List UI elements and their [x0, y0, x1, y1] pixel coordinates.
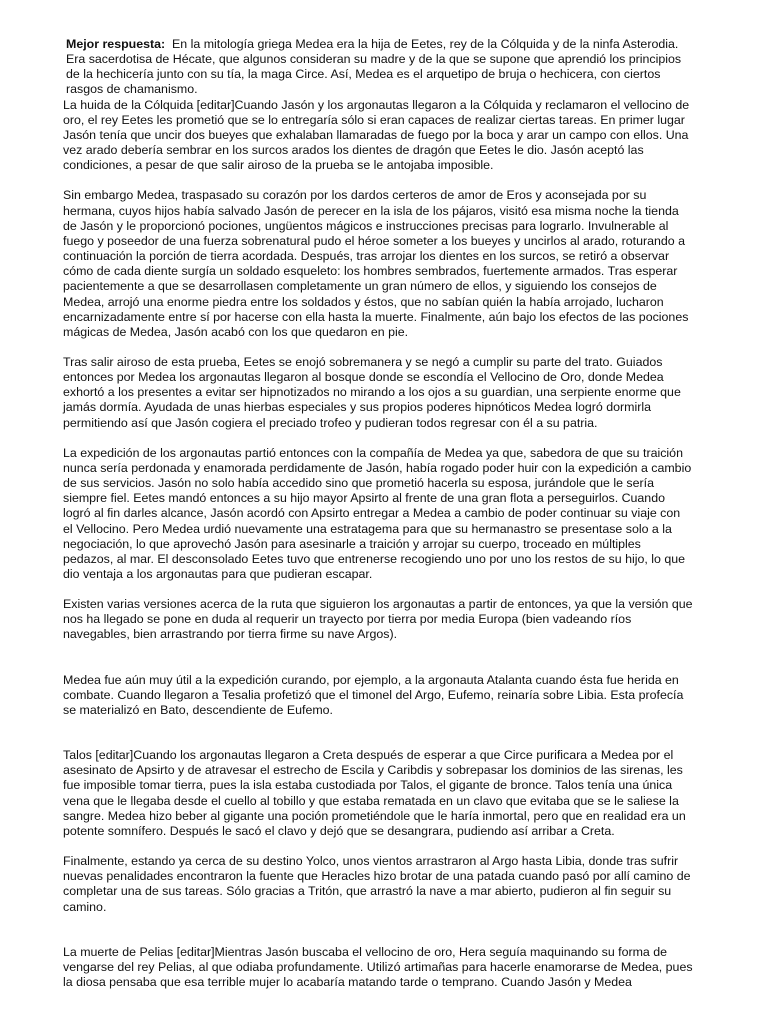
paragraph-atalanta: Medea fue aún muy útil a la expedición curando, por ejemplo, a la argonauta Atalanta cuando ésta fue herida en combate. Cuando llegaron a Tesalia profetizó que el timonel del Argo, Eufemo, reinaría sobre Libia. Esta profecía se materializó en Bato, descendiente de Eufemo.: [63, 672, 684, 717]
paragraph-spacer: [63, 582, 693, 597]
paragraph-expedicion: La expedición de los argonautas partió entonces con la compañía de Medea ya que, sabedora de que su traición nunca sería perdonada y enamorada perdidamente de Jasón, había rogado poder huir con la expedición a cambio de sus servicios. Jasón no solo había accedido sino que prometió hacerla su esposa, jurándole que le sería siempre fiel. Eetes mandó entonces a su hijo mayor Apsirto al frente de una gran flota a perseguirlos. Cuando logró al fin darles alcance, Jasón acordó con Apsirto entregar a Medea a cambio de poder continuar su viaje con el Vellocino. Pero Medea urdió nuevamente una estratagema para que su hermanastro se presentase solo a la negociación, lo que aprovechó Jasón para asesinarle a traición y arrojar su cuerpo, troceado en múltiples pedazos, al mar. El desconsolado Eetes tuvo que entrenerse recogiendo uno por uno los restos de su hijo, lo que dio ventaja a los argonautas para que pudieran escapar.: [63, 445, 692, 581]
paragraph-spacer: [63, 839, 693, 854]
best-answer-intro: En la mitología griega Medea era la hija de Eetes, rey de la Cólquida y de la ninfa Asterodia. Era sacerdotisa de Hécate, que algunos consideran su madre y de la que se supone que aprendió los principios de la hechicería junto con su tía, la maga Circe. Así, Medea es el arquetipo de bruja o hechicera, con ciertos rasgos de chamanismo.: [66, 37, 682, 97]
paragraph-spacer: [63, 340, 693, 355]
paragraph-muerte-pelias: La muerte de Pelias [editar]Mientras Jasón buscaba el vellocino de oro, Hera seguía maquinando su forma de vengarse del rey Pelias, al que odiaba profundamente. Utilizó artimañas para hacerle enamorarse de Medea, pues la diosa pensaba que esa terrible mujer lo acabaría matando tarde o temprano. Cuando Jasón y Medea: [63, 944, 693, 989]
paragraph-finalmente: Finalmente, estando ya cerca de su destino Yolco, unos vientos arrastraron al Argo hasta Libia, donde tras sufrir nuevas penalidades encontraron la fuente que Heracles hizo brotar de una patada cuando pasó por allí camino de completar una de sus tareas. Sólo gracias a Tritón, que arrastró la nave a mar abierto, pudieron al fin seguir su camino.: [63, 854, 691, 914]
paragraph-huida: La huida de la Cólquida [editar]Cuando Jasón y los argonautas llegaron a la Cólquida y reclamaron el vellocino de oro, el rey Eetes les prometió que se lo entregaría sólo si eran capaces de realizar ciertas tareas. En primer lugar Jasón tenía que uncir dos bueyes que exhalaban llamaradas de fuego por la boca y arar un campo con ellos. Una vez arado debería sembrar en los surcos arados los dientes de dragón que Eetes le dio. Jasón aceptó las condiciones, a pesar de que salir airoso de la prueba se le antojaba imposible.: [63, 97, 690, 173]
paragraph-talos: Talos [editar]Cuando los argonautas llegaron a Creta después de esperar a que Circe purificara a Medea por el asesinato de Apsirto y de atravesar el estrecho de Escila y Caribdis y sobrepasar los dominios de las sirenas, les fue imposible tomar tierra, pues la isla estaba custodiada por Talos, el gigante de bronce. Talos tenía una única vena que le llegaba desde el cuello al tobillo y que estaba rematada en un clavo que evitaba que se le saliese la sangre. Medea hizo beber al gigante una poción prometiéndole que le haría inmortal, pero que en realidad era un potente somnífero. Después le sacó el clavo y dejó que se desangrara, pudiendo así arribar a Creta.: [63, 748, 686, 838]
best-answer-paragraph: [63, 37, 693, 98]
paragraph-spacer: [63, 718, 693, 748]
paragraph-sin-embargo: Sin embargo Medea, traspasado su corazón por los dardos certeros de amor de Eros y aconsejada por su hermana, cuyos hijos había salvado Jasón de perecer en la isla de los pájaros, visitó esa misma noche la tienda de Jasón y le proporcionó pociones, ungüentos mágicos e instrucciones precisas para lograrlo. Invulnerable al fuego y poseedor de una fuerza sobrenatural pudo el héroe someter a los bueyes y uncirlos al arado, roturando a continuación la porción de tierra acordada. Después, tras arrojar los dientes en los surcos, se retiró a observar cómo de cada diente surgía un soldado esqueleto: los hombres sembrados, fuertemente armados. Tras esperar pacientemente a que se desarrollasen completamente un gran número de ellos, y siguiendo los consejos de Medea, arrojó una enorme piedra entre los soldados y éstos, que no sabían quién la había arrojado, lucharon encarnizadamente entre sí por hacerse con ella hasta la muerte. Finalmente, aún bajo los efectos de las pociones mágicas de Medea, Jasón acabó con los que quedaron en pie.: [63, 188, 689, 339]
document-page: [63, 37, 693, 990]
paragraph-versiones: Existen varias versiones acerca de la ruta que siguieron los argonautas a partir de entonces, ya que la versión que nos ha llegado se pone en duda al requerir un trayecto por tierra por media Europa (bien vadeando ríos navegables, bien arrastrando por tierra firme su nave Argos).: [63, 597, 693, 642]
paragraph-spacer: [63, 915, 693, 945]
paragraph-spacer: [63, 643, 693, 673]
paragraph-tras-salir: Tras salir airoso de esta prueba, Eetes se enojó sobremanera y se negó a cumplir su parte del trato. Guiados entonces por Medea los argonautas llegaron al bosque donde se escondía el Vellocino de Oro, donde Medea exhortó a los presentes a evitar ser hipnotizados no mirando a los ojos a su guardian, una serpiente enorme que jamás dormía. Ayudada de unas hierbas especiales y sus propios poderes hipnóticos Medea logró dormirla permitiendo así que Jasón cogiera el preciado trofeo y pudieran todos regresar con él a su patria.: [63, 354, 681, 430]
paragraph-spacer: [63, 431, 693, 446]
best-answer-label: Mejor respuesta:: [66, 37, 166, 51]
paragraph-spacer: [63, 173, 693, 188]
